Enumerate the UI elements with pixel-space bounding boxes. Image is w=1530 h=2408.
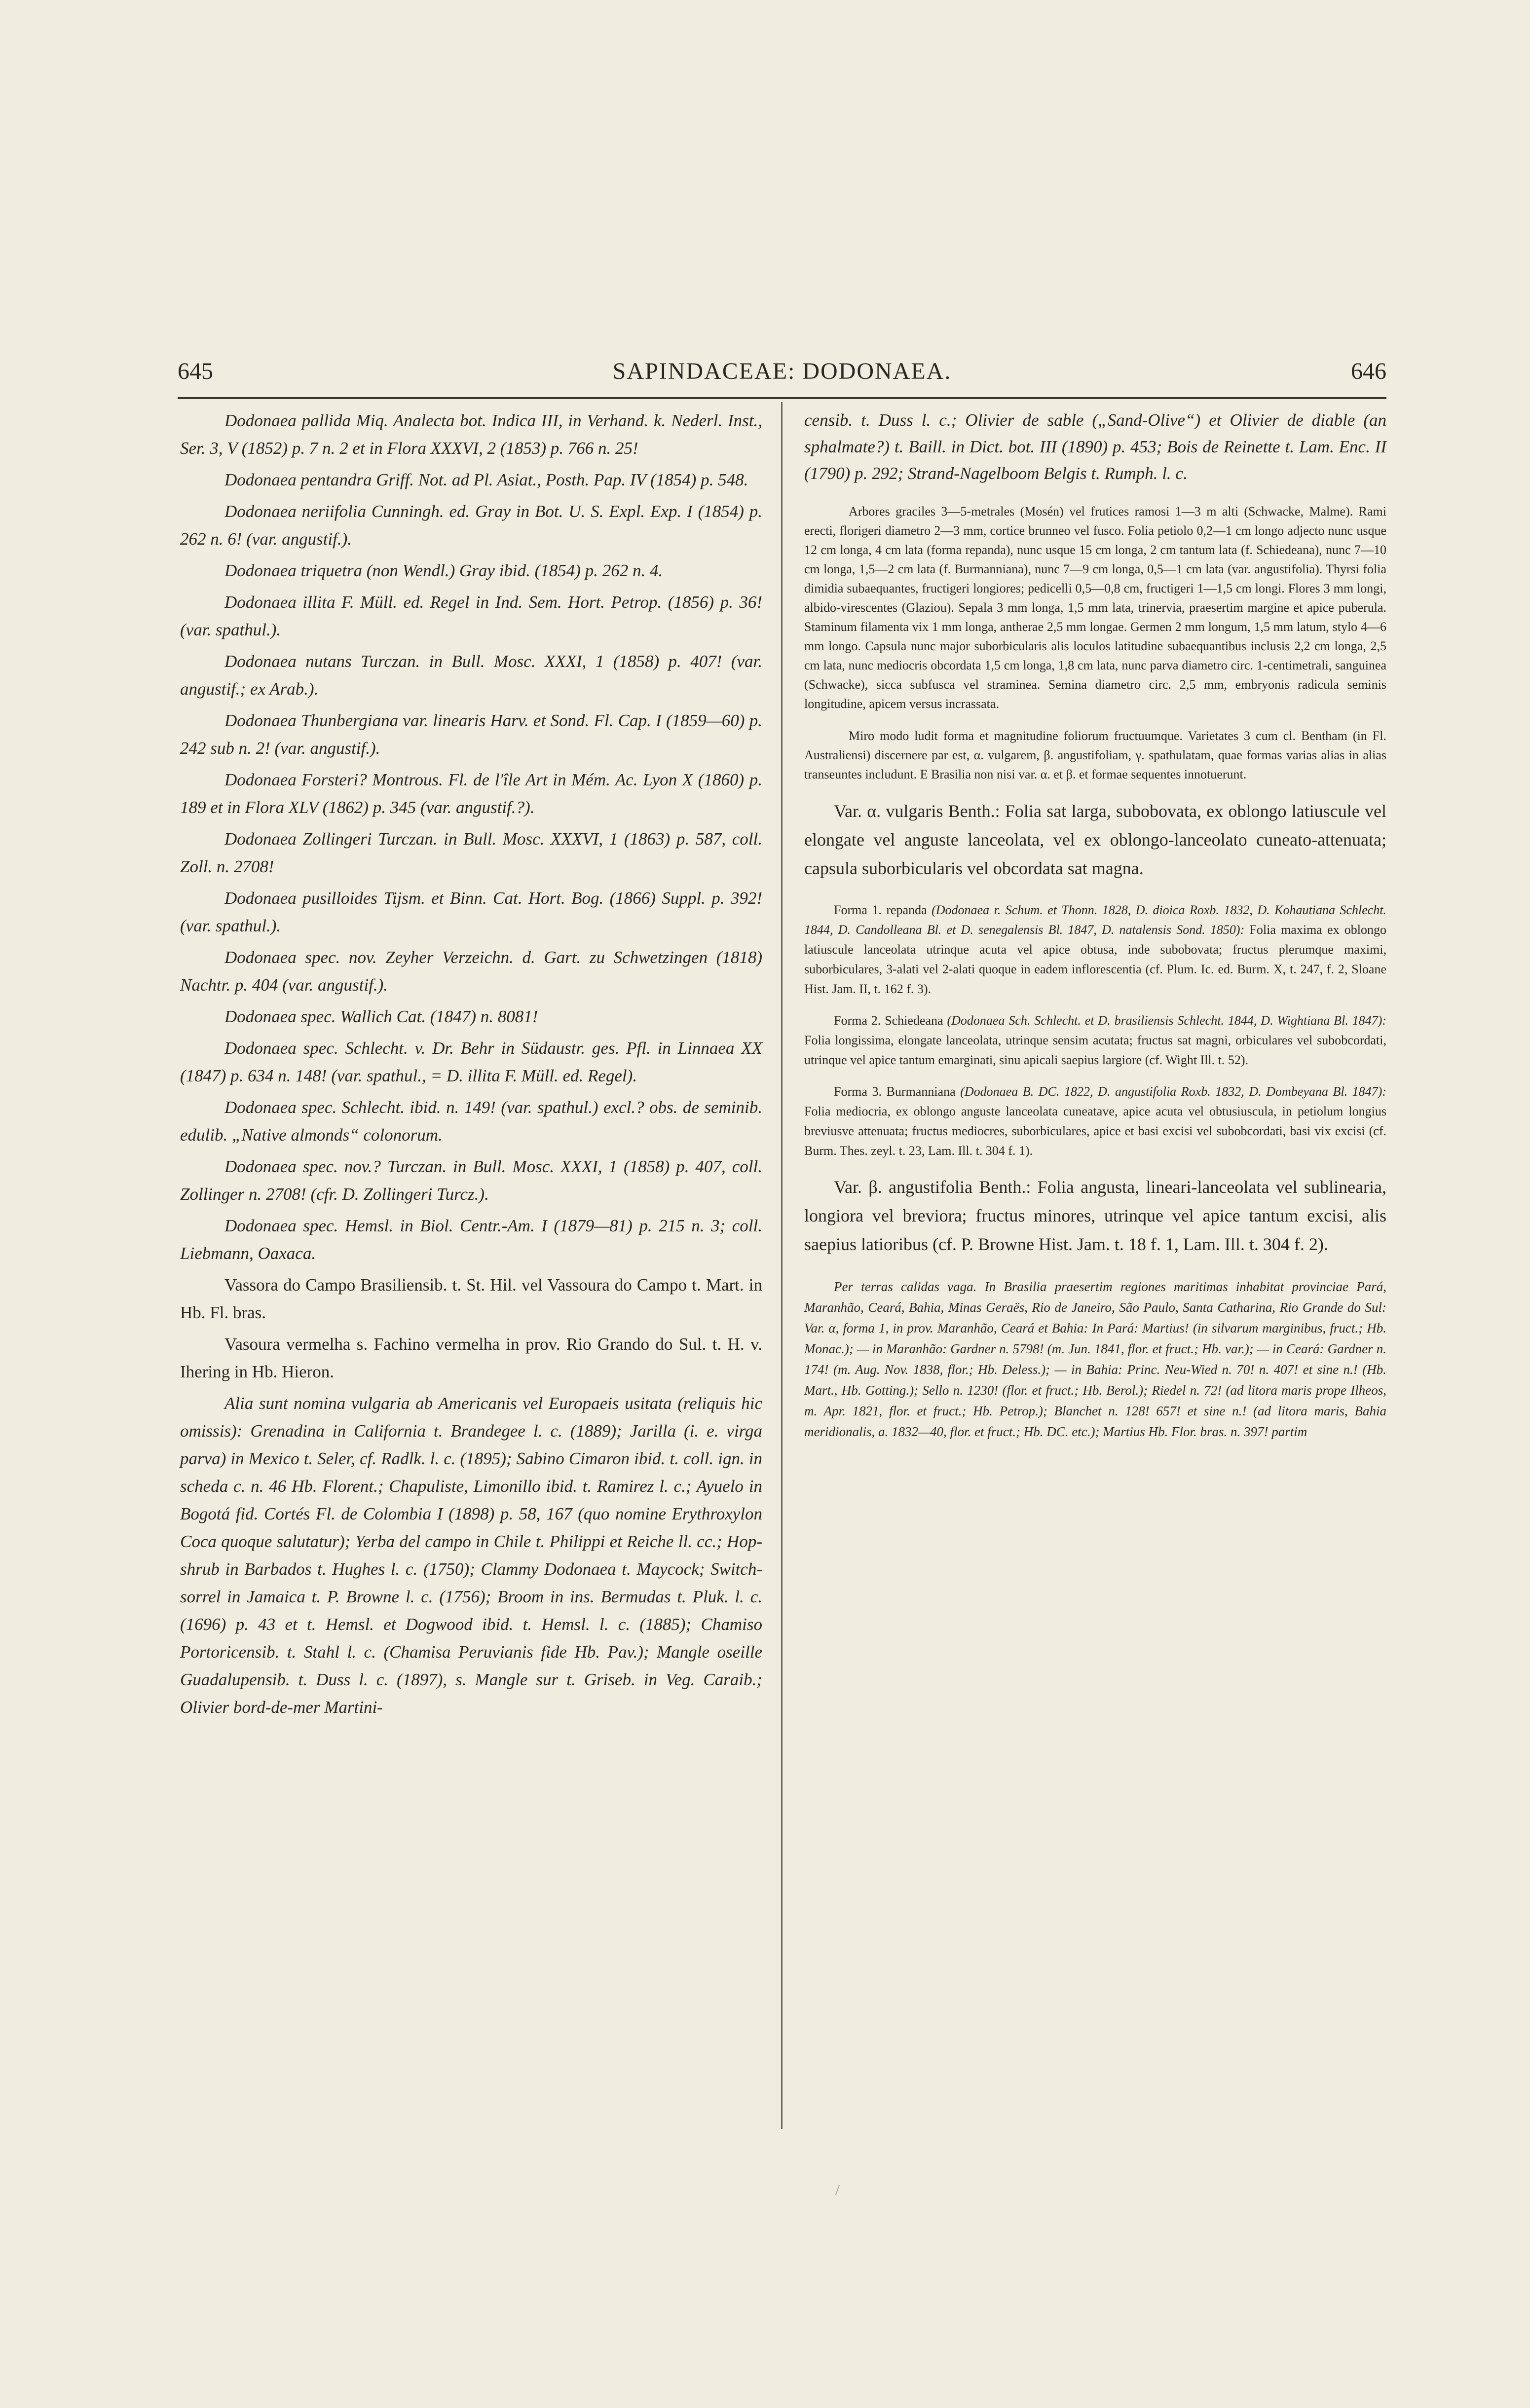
forma-2 <box>804 1011 1386 1070</box>
synonym-entry: Dodonaea spec. nov. Zeyher Verzeichn. d. Gart. zu Schwetzingen (1818) Nachtr. p. 404 (var. angustif.). <box>180 948 762 995</box>
habitat-block <box>804 1276 1386 1442</box>
synonym-entry: Dodonaea pusilloides Tijsm. et Binn. Cat. Hort. Bog. (1866) Suppl. p. 392! (var. spathul.). <box>180 889 762 935</box>
forma-3-synonyms: (Dodonaea B. DC. 1822, D. angustifolia Roxb. 1832, D. Dombeyana Bl. 1847): <box>960 1084 1386 1099</box>
synonym-entry: Dodonaea Forsteri? Montrous. Fl. de l'île Art in Mém. Ac. Lyon X (1860) p. 189 et in Flora XLV (1862) p. 345 (var. angustif.?). <box>180 770 762 817</box>
synonym-entry: Dodonaea Zollingeri Turczan. in Bull. Mosc. XXXVI, 1 (1863) p. 587, coll. Zoll. n. 2708! <box>180 829 762 876</box>
synonym-entry: Dodonaea spec. Wallich Cat. (1847) n. 8081! <box>224 1007 538 1026</box>
forma-3-label: Forma 3. Burmanniana <box>834 1084 956 1099</box>
forma-list <box>804 900 1386 1161</box>
species-description: Arbores graciles 3—5-metrales (Mosén) vel frutices ramosi 1—3 m alti (Schwacke, Malme). Rami erecti, florigeri diametro 2—3 mm, cortice brunneo vel fusco. Folia petiolo 0,2—1 cm longo adjecto nunc usque 12 cm longa, 4 cm lata (forma repanda), nunc usque 15 cm longa, 2 cm tantum lata (f. Schiedeana), nunc 7—10 cm longa, 1,5—2 cm lata (f. Burmanniana), nunc 7—9 cm longa, 0,5—1 cm lata (var. angustifolia). Thyrsi folia dimidia subaequantes, fructigeri longiores; pedicelli 0,5—0,8 cm, fructigeri 1—1,5 cm longi. Flores 3 mm longi, albido-virescentes (Glaziou). Sepala 3 mm longa, 1,5 mm lata, trinervia, praesertim margine et apice puberula. Staminum filamenta vix 1 mm longa, antherae 2,5 mm longae. Germen 2 mm longum, 1,5 mm latum, stylo 4—6 mm longo. Capsula nunc major suborbicularis alis loculos latitudine subaequantibus inclusis 2,2 cm longa, 2,5 cm lata, nunc mediocris obcordata 1,5 cm longa, 1,8 cm lata, nunc parva diametro circ. 1-centimetrali, sanguinea (Schwacke), sicca subfusca vel straminea. Semina diametro circ. 2,5 mm, embryonis radicula seminis longitudine, apicem versus incrassata. <box>804 504 1386 711</box>
synonym-entry: Dodonaea illita F. Müll. ed. Regel in Ind. Sem. Hort. Petrop. (1856) p. 36! (var. spathul.). <box>180 593 762 639</box>
vernacular-name-entry: Vasoura vermelha s. Fachino vermelha in prov. Rio Grando do Sul. t. H. v. Ihering in Hb. Hieron. <box>180 1334 762 1381</box>
forma-1-label: Forma 1. repanda <box>834 903 927 917</box>
forma-2-text: Folia longissima, elongate lanceolata, utrinque sensim acutata; fructus sat magni, orbiculares vel subobcordati, utrinque vel apice tantum emarginati, sinu apicali saepius largiore (cf. Wight Ill. t. 52). <box>804 1033 1386 1067</box>
page-number-left: 645 <box>178 358 213 384</box>
page-number-right: 646 <box>1351 358 1386 384</box>
vernacular-name-entry: Vassora do Campo Brasiliensib. t. St. Hil. vel Vassoura do Campo t. Mart. in Hb. Fl. bras. <box>180 1275 762 1322</box>
variability-note: Miro modo ludit forma et magnitudine foliorum fructuumque. Varietates 3 cum cl. Bentham (in Fl. Australiensi) discernere par est, α. vulgarem, β. angustifoliam, γ. spathulatam, quae formas varias alias in alias transeuntes includunt. E Brasilia non nisi var. α. et β. et formae sequentes innotuerunt. <box>804 729 1386 781</box>
column-divider <box>781 402 783 2129</box>
forma-1-synonyms: (Dodonaea r. Schum. et Thonn. 1828, D. dioica Roxb. 1832, D. Kohautiana Schlecht. 1844, D. Candolleana Bl. et D. senegalensis Bl. 1847, D. natalensis Sond. 1850): <box>804 903 1386 937</box>
left-column <box>180 407 762 1725</box>
synonym-entry: Dodonaea spec. Schlecht. ibid. n. 149! (var. spathul.) excl.? obs. de seminib. edulib. „Native almonds“ colonorum. <box>180 1098 762 1145</box>
vernacular-names-paragraph: Alia sunt nomina vulgaria ab Americanis vel Europaeis usitata (reliquis hic omissis): Grenadina in California t. Brandegee l. c. (1889); Jarilla (i. e. virga parva) in Mexico t. Seler, cf. Radlk. l. c. (1895); Sabino Cimaron ibid. t. coll. ign. in scheda c. n. 46 Hb. Florent.; Chapuliste, Limonillo ibid. t. Ramirez l. c.; Ayuelo in Bogotá fid. Cortés Fl. de Colombia I (1898) p. 58, 167 (quo nomine Erythroxylon Coca quoque salutatur); Yerba del campo in Chile t. Philippi et Reiche ll. cc.; Hop-shrub in Barbados t. Hughes l. c. (1750); Clammy Dodonaea t. Maycock; Switch-sorrel in Jamaica t. P. Browne l. c. (1756); Broom in ins. Bermudas t. Pluk. l. c. (1696) p. 43 et t. Hemsl. et Dogwood ibid. t. Hemsl. l. c. (1885); Chamiso Portoricensib. t. Stahl l. c. (Chamisa Peruvianis fide Hb. Pav.); Mangle oseille Guadalupensib. t. Duss l. c. (1897), s. Mangle sur t. Griseb. in Veg. Caraib.; Olivier bord-de-mer Martini- <box>180 1394 762 1717</box>
habitat-text: Per terras calidas vaga. In Brasilia praesertim regiones maritimas inhabitat provinciae Pará, Maranhão, Ceará, Bahia, Minas Geraës, Rio de Janeiro, São Paulo, Santa Catharina, Rio Grande do Sul: Var. α, forma 1, in prov. Maranhão, Ceará et Bahia: In Pará: Martius! (in silvarum marginibus, fruct.; Hb. Monac.); — in Maranhão: Gardner n. 5798! (m. Jun. 1841, flor. et fruct.; Hb. var.); — in Ceará: Gardner n. 174! (m. Aug. Nov. 1838, flor.; Hb. Deless.); — in Bahia: Princ. Neu-Wied n. 70! n. 407! et sine n.! (Hb. Mart., Hb. Gotting.); Sello n. 1230! (flor. et fruct.; Hb. Berol.); Riedel n. 72! (ad litora maris prope Ilheos, m. Apr. 1821, flor. et fruct.; Hb. Petrop.); Blanchet n. 128! 657! et sine n.! (ad litora maris, Bahia meridionalis, a. 1832—40, flor. et fruct.; Hb. DC. etc.); Martius Hb. Flor. bras. n. 397! partim <box>804 1279 1386 1439</box>
forma-1-text: Folia maxima ex oblongo latiuscule lanceolata utrinque acuta vel apice obtusa, inde subobovata; fructus plerumque maximi, suborbiculares, 3-alati vel 2-alati quoque in eadem inflorescentia (cf. Plum. Ic. ed. Burm. X, t. 247, f. 2, Sloane Hist. Jam. II, t. 162 f. 3). <box>804 923 1386 996</box>
paper-mark <box>835 2185 845 2197</box>
variety-beta-block <box>804 1173 1386 1259</box>
synonym-entry: Dodonaea Thunbergiana var. linearis Harv. et Sond. Fl. Cap. I (1859—60) p. 242 sub n. 2! (var. angustif.). <box>180 711 762 758</box>
synonym-entry: Dodonaea spec. Hemsl. in Biol. Centr.-Am. I (1879—81) p. 215 n. 3; coll. Liebmann, Oaxaca. <box>180 1216 762 1263</box>
variety-alpha: Var. α. vulgaris Benth.: Folia sat larga, subobovata, ex oblongo latiuscule vel elongate vel anguste lanceolata, vel ex oblongo-lanceolato cuneato-attenuata; capsula suborbicularis vel obcordata sat magna. <box>804 801 1386 878</box>
forma-3 <box>804 1082 1386 1161</box>
forma-3-text: Folia mediocria, ex oblongo anguste lanceolata cuneatave, apice acuta vel obtusiuscula, in petiolum longius breviusve attenuata; fructus mediocres, suborbiculares, apice et basi excisi vel subobcordati, basi vix excisi (cf. Burm. Thes. zeyl. t. 23, Lam. Ill. t. 304 f. 1). <box>804 1104 1386 1158</box>
synonym-entry: Dodonaea spec. nov.? Turczan. in Bull. Mosc. XXXI, 1 (1858) p. 407, coll. Zollinger n. 2708! (cfr. D. Zollingeri Turcz.). <box>180 1157 762 1204</box>
variety-beta: Var. β. angustifolia Benth.: Folia angusta, lineari-lanceolata vel sublinearia, longiora vel breviora; fructus minores, utrinque vel apice tantum excisi, alis saepius latioribus (cf. P. Browne Hist. Jam. t. 18 f. 1, Lam. Ill. t. 304 f. 2). <box>804 1177 1386 1254</box>
synonym-entry: Dodonaea triquetra (non Wendl.) Gray ibid. (1854) p. 262 n. 4. <box>224 561 663 580</box>
synonym-entry: Dodonaea neriifolia Cunningh. ed. Gray in Bot. U. S. Expl. Exp. I (1854) p. 262 n. 6! (var. angustif.). <box>180 502 762 549</box>
forma-2-label: Forma 2. Schiedeana <box>834 1013 943 1028</box>
synonym-entry: Dodonaea nutans Turczan. in Bull. Mosc. XXXI, 1 (1858) p. 407! (var. angustif.; ex Arab.). <box>180 652 762 699</box>
description-block <box>804 502 1386 784</box>
running-title: SAPINDACEAE: DODONAEA. <box>612 358 952 384</box>
forma-1 <box>804 900 1386 999</box>
forma-2-synonyms: (Dodonaea Sch. Schlecht. et D. brasiliensis Schlecht. 1844, D. Wightiana Bl. 1847): <box>947 1013 1387 1028</box>
synonym-entry: Dodonaea pentandra Griff. Not. ad Pl. Asiat., Posth. Pap. IV (1854) p. 548. <box>224 470 748 489</box>
synonym-entry: Dodonaea spec. Schlecht. v. Dr. Behr in Südaustr. ges. Pfl. in Linnaea XX (1847) p. 634 n. 148! (var. spathul., = D. illita F. Müll. ed. Regel). <box>180 1038 762 1085</box>
page-header <box>178 353 1386 399</box>
variety-alpha-block <box>804 797 1386 883</box>
right-column <box>804 407 1386 1442</box>
synonym-entry: Dodonaea pallida Miq. Analecta bot. Indica III, in Verhand. k. Nederl. Inst., Ser. 3, V (1852) p. 7 n. 2 et in Flora XXXVI, 2 (1853) p. 766 n. 25! <box>180 411 762 458</box>
vernacular-names-continuation: censib. t. Duss l. c.; Olivier de sable („Sand-Olive“) et Olivier de diable (an sphalmate?) t. Baill. in Dict. bot. III (1890) p. 453; Bois de Reinette t. Lam. Enc. II (1790) p. 292; Strand-Nagelboom Belgis t. Rumph. l. c. <box>804 410 1386 483</box>
